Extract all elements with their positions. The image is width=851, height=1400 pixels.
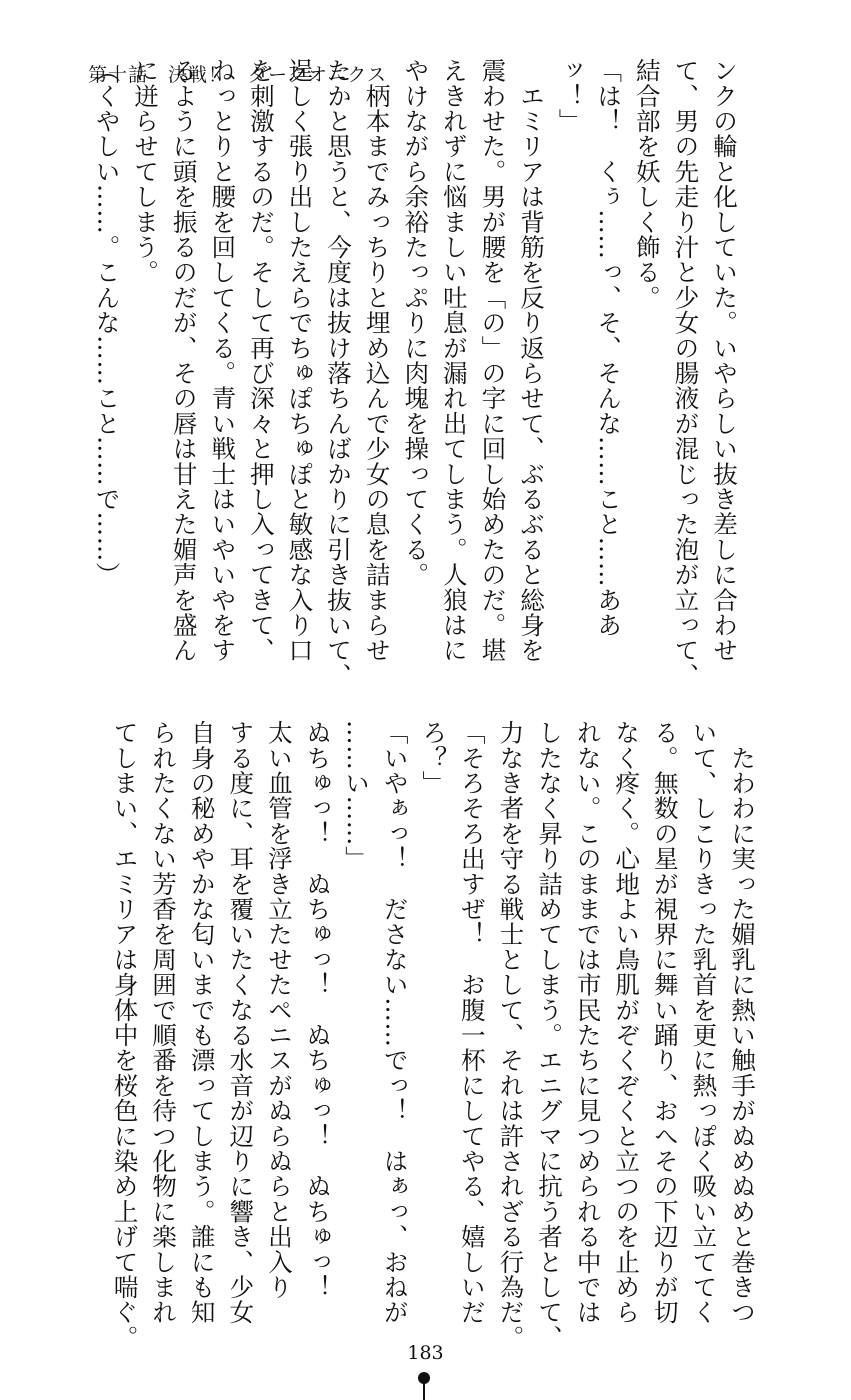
text-line: を刺激するのだ。そして再び深々と押し入ってきて、: [246, 58, 276, 663]
text-line: るように頭を振るのだが、その唇は甘えた媚声を盛ん: [169, 58, 199, 663]
text-line: ンクの輪と化していた。いやらしい抜き差しに合わせ: [710, 58, 739, 663]
page-number: 183: [407, 1342, 444, 1364]
text-line: て、男の先走り汁と少女の腸液が混じった泡が立って、: [671, 58, 701, 688]
text-block-bottom: [105, 720, 761, 1360]
running-header: 第十話 決戦！ ダークオニクス: [88, 64, 388, 86]
text-line: 結合部を妖しく飾る。: [632, 58, 662, 310]
text-line: ねっとりと腰を回してくる。青い戦士はいやいやをす: [208, 58, 238, 663]
text-line: ぬちゅっ！ ぬちゅっ！ ぬちゅっ！ ぬちゅっ！: [303, 720, 333, 1300]
text-line: に迸らせてしまう。: [131, 58, 161, 285]
text-line: られたくない芳香を周囲で順番を待つ化物に楽しまれ: [149, 720, 179, 1325]
text-line: ……い……」: [342, 720, 372, 872]
text-block-top: [87, 58, 743, 698]
text-line: （くやしい……。こんな……こと……で……）: [92, 58, 122, 588]
page-marker-line: [423, 1382, 425, 1400]
text-line: てしまい、エミリアは身体中を桜色に染め上げて喘ぐ。: [110, 720, 140, 1350]
text-line: 太い血管を浮き立たせたペニスがぬらぬらと出入り: [264, 720, 294, 1300]
text-line: たわわに実った媚乳に熱い触手がぬめぬめと巻きつ: [728, 720, 757, 1325]
text-line: ッ！」: [555, 58, 585, 134]
text-line: 力なき者を守る戦士として、それは許されざる行為だ。: [496, 720, 526, 1350]
text-line: れない。このままでは市民たちに見つめられる中では: [573, 720, 603, 1325]
text-line: 「は！ くぅ……っ、そ、そんな……こと……ああ: [594, 58, 624, 638]
text-line: 逞しく張り出したえらでちゅぽちゅぽと敏感な入り口: [285, 58, 315, 663]
text-line: ろ？」: [419, 720, 449, 796]
text-line: やけながら余裕たっぷりに肉塊を操ってくる。: [401, 58, 431, 588]
text-line: 柄本までみっちりと埋め込んで少女の息を詰まらせ: [362, 58, 392, 663]
text-line: 「そろそろ出すぜ！ お腹一杯にしてやる、嬉しいだ: [457, 720, 487, 1325]
text-line: 自身の秘めやかな匂いまでも漂ってしまう。誰にも知: [187, 720, 217, 1325]
text-line: る。無数の星が視界に舞い踊り、おへその下辺りが切: [650, 720, 680, 1325]
text-line: なく疼く。心地よい鳥肌がぞくぞくと立つのを止めら: [612, 720, 642, 1325]
text-line: たかと思うと、今度は抜け落ちんばかりに引き抜いて、: [324, 58, 354, 688]
text-line: えきれずに悩ましい吐息が漏れ出てしまう。人狼はに: [439, 58, 469, 663]
text-line: 震わせた。男が腰を「の」の字に回し始めたのだ。堪: [478, 58, 508, 663]
text-line: したなく昇り詰めてしまう。エニグマに抗う者として、: [535, 720, 565, 1350]
text-line: する度に、耳を覆いたくなる水音が辺りに響き、少女: [226, 720, 256, 1325]
text-line: 「いやぁっ！ ださない……でっ！ はぁっ、おねが: [380, 720, 410, 1325]
text-line: いて、しこりきった乳首を更に熱っぽく吸い立ててく: [689, 720, 719, 1325]
text-line: エミリアは背筋を反り返らせて、ぶるぶると総身を: [517, 58, 547, 663]
